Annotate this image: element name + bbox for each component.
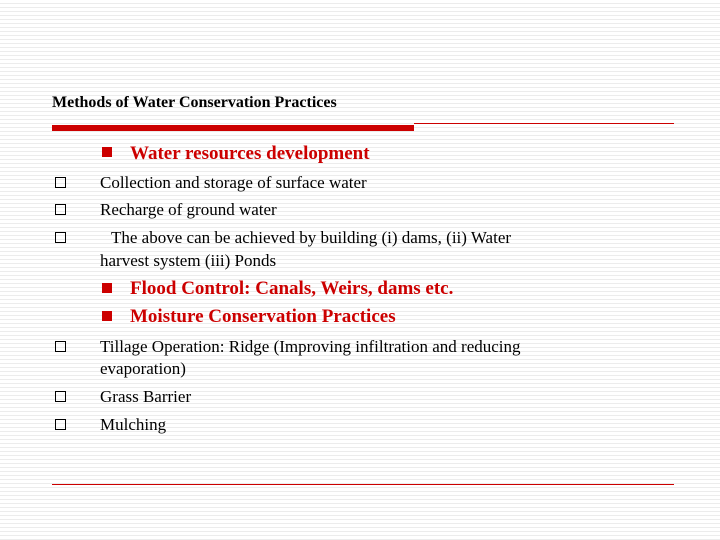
list-item: The above can be achieved by building (i) dams, (ii) Water bbox=[111, 228, 512, 247]
square-bullet-icon bbox=[102, 283, 112, 293]
hollow-bullet-icon bbox=[55, 232, 66, 243]
bottom-rule bbox=[52, 484, 674, 485]
heading-flood-control: Flood Control: Canals, Weirs, dams etc. bbox=[130, 278, 454, 299]
hollow-bullet-icon bbox=[55, 391, 66, 402]
list-item: Grass Barrier bbox=[100, 387, 192, 406]
heading-water-resources: Water resources development bbox=[130, 143, 370, 164]
heading-moisture-conservation: Moisture Conservation Practices bbox=[130, 306, 396, 327]
hollow-bullet-icon bbox=[55, 419, 66, 430]
hollow-bullet-icon bbox=[55, 341, 66, 352]
list-item-continuation: harvest system (iii) Ponds bbox=[100, 251, 277, 270]
hollow-bullet-icon bbox=[55, 204, 66, 215]
list-item: Recharge of ground water bbox=[100, 200, 277, 219]
hollow-bullet-icon bbox=[55, 177, 66, 188]
list-item-continuation: evaporation) bbox=[100, 359, 186, 378]
square-bullet-icon bbox=[102, 147, 112, 157]
list-item: Collection and storage of surface water bbox=[100, 173, 367, 192]
list-item: Mulching bbox=[100, 415, 167, 434]
title-rule-thin bbox=[414, 123, 674, 124]
square-bullet-icon bbox=[102, 311, 112, 321]
title-rule-thick bbox=[52, 125, 414, 131]
list-item: Tillage Operation: Ridge (Improving infiltration and reducing bbox=[100, 337, 521, 356]
slide-title: Methods of Water Conservation Practices bbox=[52, 94, 337, 111]
